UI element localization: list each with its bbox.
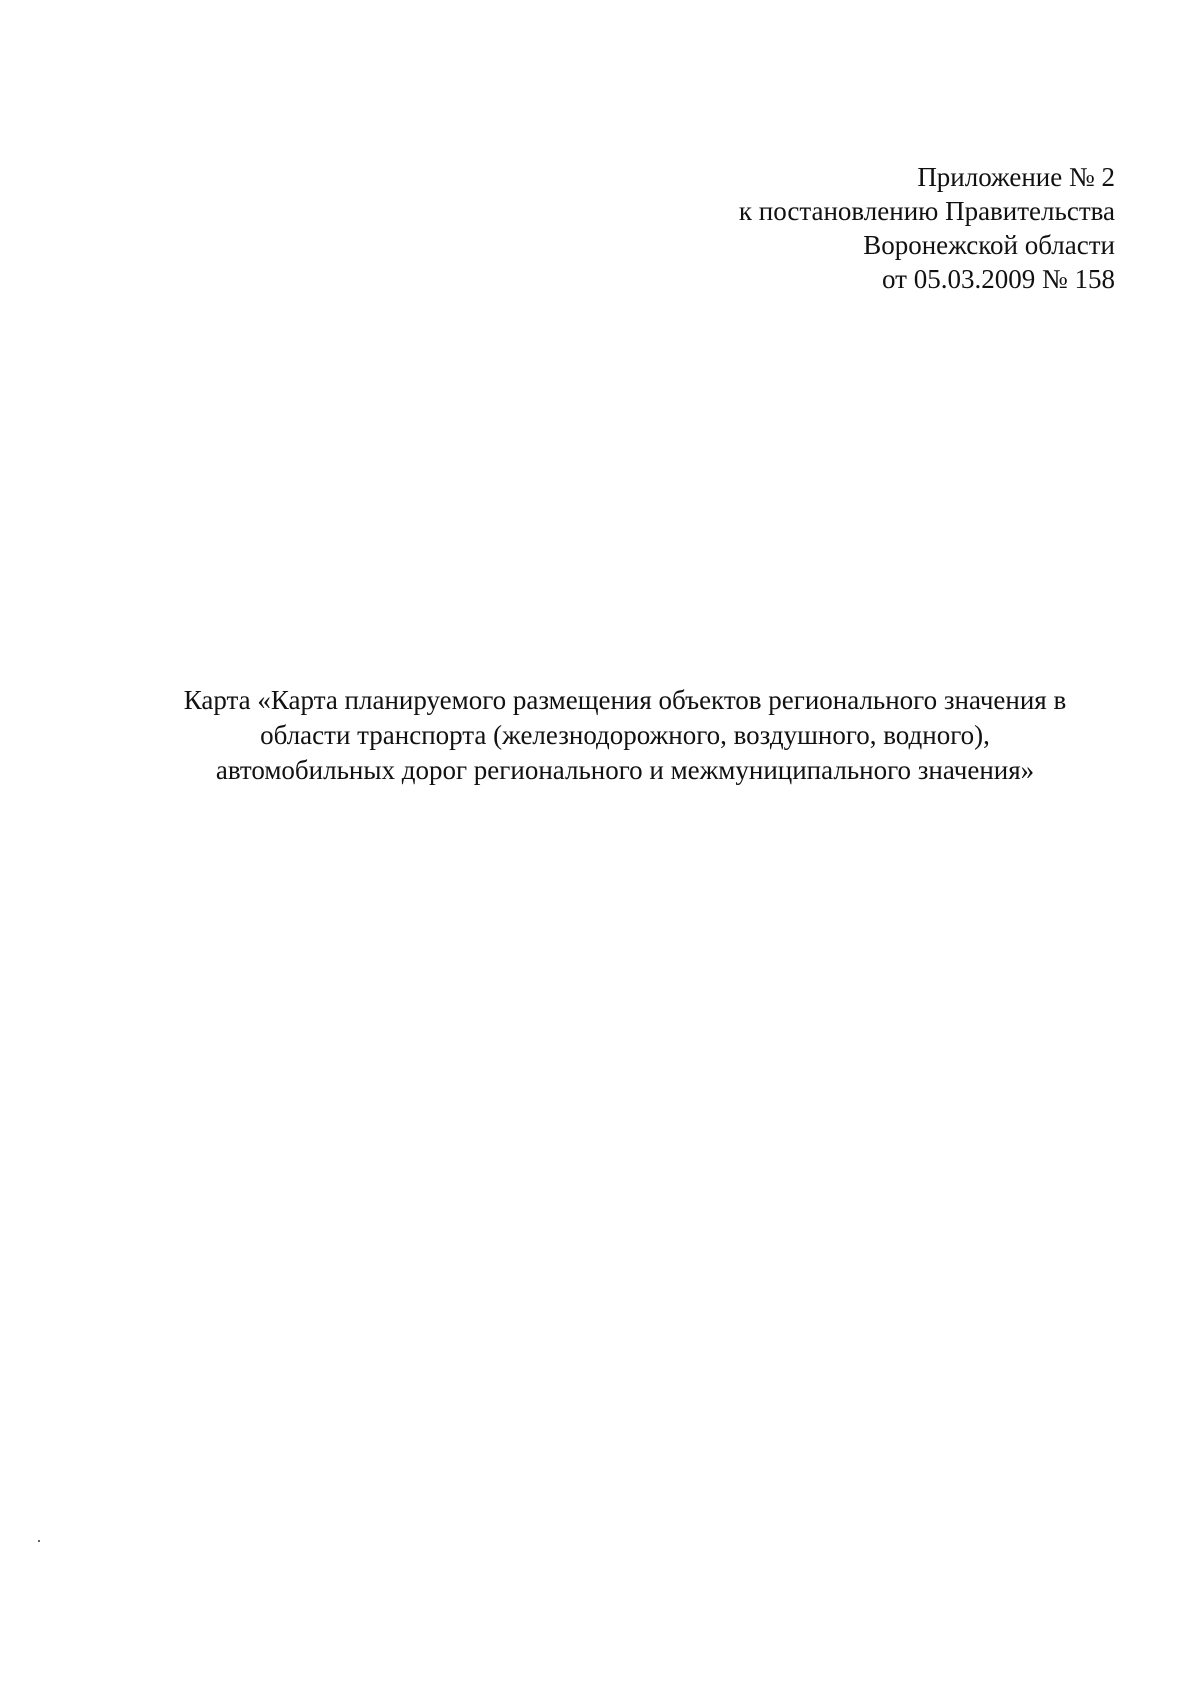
map-title-line-3: автомобильных дорог регионального и межмуниципального значения» xyxy=(215,755,1035,785)
map-title xyxy=(100,683,1150,788)
resolution-reference-line: к постановлению Правительства xyxy=(738,196,1115,226)
resolution-date-number-line: от 05.03.2009 № 158 xyxy=(882,264,1115,294)
appendix-number-line: Приложение № 2 xyxy=(917,162,1115,192)
scan-artifact-dot xyxy=(38,1540,40,1542)
map-title-line-2: области транспорта (железнодорожного, воздушного, водного), xyxy=(260,720,990,750)
appendix-header xyxy=(595,160,1115,296)
region-line: Воронежской области xyxy=(863,230,1115,260)
map-title-line-1: Карта «Карта планируемого размещения объектов регионального значения в xyxy=(183,685,1067,715)
